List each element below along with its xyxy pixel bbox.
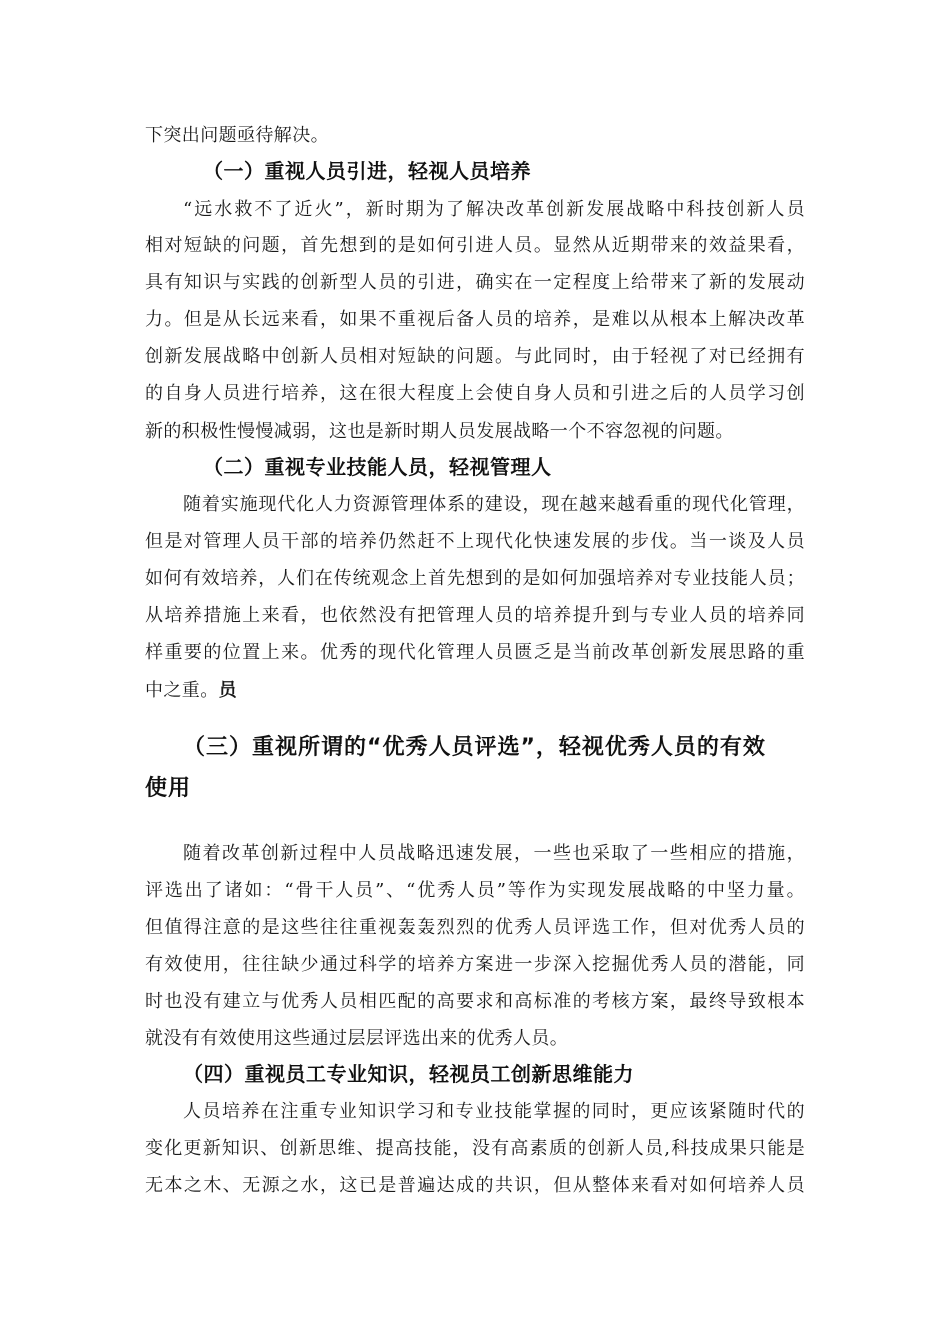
section-1-line: 具有知识与实践的创新型人员的引进，确实在一定程度上给带来了新的发展动 [145, 272, 805, 293]
section-3-line: 有效使用，往往缺少通过科学的培养方案进一步深入挖掘优秀人员的潜能，同 [145, 954, 805, 975]
section-2-heading: （二）重视专业技能人员，轻视管理人 [203, 455, 552, 479]
section-2-last-line [145, 680, 805, 702]
section-2-trailing-bold: 员 [218, 680, 238, 701]
section-3-heading: （三）重视所谓的“优秀人员评选”，轻视优秀人员的有效 [183, 735, 766, 760]
section-2-line: 随着实施现代化人力资源管理体系的建设，现在越来越看重的现代化管理， [183, 494, 805, 515]
section-2-line: 中之重。 [145, 680, 219, 701]
section-2-line: 如何有效培养，人们在传统观念上首先想到的是如何加强培养对专业技能人员； [145, 568, 805, 589]
section-3-line: 但值得注意的是这些往往重视轰轰烈烈的优秀人员评选工作，但对优秀人员的 [145, 917, 805, 938]
section-2-line: 从培养措施上来看，也依然没有把管理人员的培养提升到与专业人员的培养同 [145, 605, 805, 626]
section-2-line: 样重要的位置上来。优秀的现代化管理人员匮乏是当前改革创新发展思路的重 [145, 642, 805, 663]
section-1-heading: （一）重视人员引进，轻视人员培养 [203, 159, 531, 183]
section-4-line: 人员培养在注重专业知识学习和专业技能掌握的同时，更应该紧随时代的 [183, 1101, 805, 1122]
section-3-line: 随着改革创新过程中人员战略迅速发展，一些也采取了一些相应的措施， [183, 843, 805, 864]
section-2-line: 但是对管理人员干部的培养仍然赶不上现代化快速发展的步伐。当一谈及人员 [145, 531, 805, 552]
section-1-line: 相对短缺的问题，首先想到的是如何引进人员。显然从近期带来的效益果看， [145, 235, 805, 256]
section-1-line: 的自身人员进行培养，这在很大程度上会使自身人员和引进之后的人员学习创 [145, 383, 805, 404]
section-3-line: 评选出了诸如：“骨干人员”、“优秀人员”等作为实现发展战略的中坚力量。 [145, 880, 805, 901]
section-4-heading: （四）重视员工专业知识，轻视员工创新思维能力 [183, 1062, 634, 1086]
section-3-line: 时也没有建立与优秀人员相匹配的高要求和高标准的考核方案，最终导致根本 [145, 991, 805, 1012]
section-1-line: “远水救不了近火”，新时期为了解决改革创新发展战略中科技创新人员 [183, 199, 805, 220]
section-1-line: 创新发展战略中创新人员相对短缺的问题。与此同时，由于轻视了对已经拥有 [145, 346, 805, 367]
section-3-line: 就没有有效使用这些通过层层评选出来的优秀人员。 [145, 1028, 569, 1049]
section-3-heading-cont: 使用 [145, 776, 192, 801]
intro-tail-line: 下突出问题亟待解决。 [145, 125, 329, 146]
section-4-line: 变化更新知识、创新思维、提高技能，没有高素质的创新人员,科技成果只能是 [145, 1138, 805, 1159]
section-4-line: 无本之木、无源之水，这已是普遍达成的共识，但从整体来看对如何培养人员 [145, 1175, 805, 1196]
section-1-line: 新的积极性慢慢减弱，这也是新时期人员发展战略一个不容忽视的问题。 [145, 421, 734, 442]
section-1-line: 力。但是从长远来看，如果不重视后备人员的培养，是难以从根本上解决改革 [145, 309, 805, 330]
